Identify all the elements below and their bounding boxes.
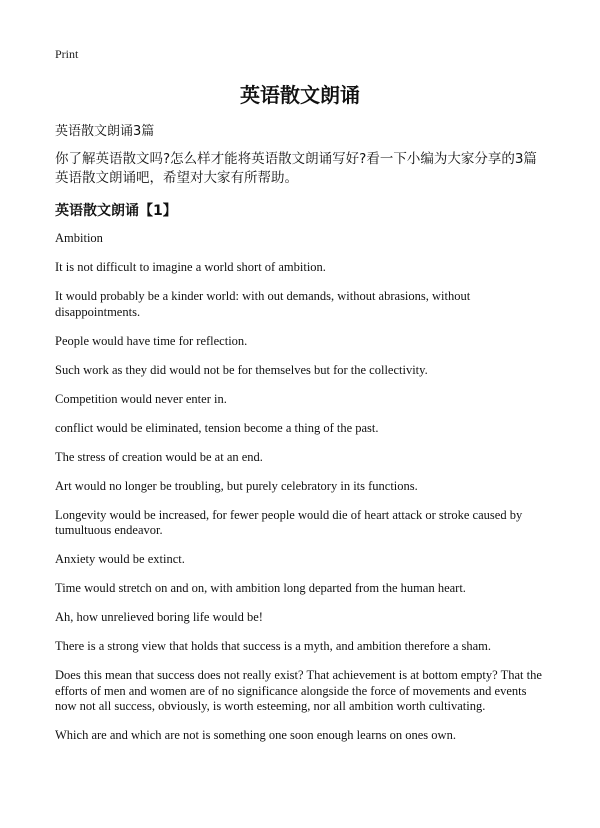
essay-body [55,231,545,757]
essay-paragraph: Longevity would be increased, for fewer people would die of heart attack or stroke caused by tumultuous endeavor. [55,507,523,537]
essay-paragraph: Time would stretch on and on, with ambition long departed from the human heart. [55,581,466,595]
essay-paragraph: The stress of creation would be at an end. [55,449,263,464]
essay-paragraph: Ah, how unrelieved boring life would be! [55,610,263,624]
intro-paragraph: 你了解英语散文吗?怎么样才能将英语散文朗诵写好?看一下小编为大家分享的3篇英语散文朗诵吧，希望对大家有所帮助。 [55,151,537,186]
essay-paragraph: Such work as they did would not be for themselves but for the collectivity. [55,362,428,377]
essay-paragraph: Art would no longer be troubling, but purely celebratory in its functions. [55,478,418,493]
essay-paragraph: There is a strong view that holds that success is a myth, and ambition therefore a sham. [55,639,491,653]
section-heading: 英语散文朗诵【1】 [55,203,177,219]
page-title: 英语散文朗诵 [240,83,360,107]
essay-paragraph: People would have time for reflection. [55,333,248,348]
essay-paragraph: It would probably be a kinder world: with out demands, without abrasions, without disappointments. [55,289,471,319]
essay-paragraph: Competition would never enter in. [55,391,227,406]
essay-paragraph: Anxiety would be extinct. [55,552,185,566]
print-link[interactable]: Print [55,47,79,61]
essay-paragraph: Ambition [55,231,103,245]
essay-paragraph: conflict would be eliminated, tension become a thing of the past. [55,420,379,435]
document-subtitle: 英语散文朗诵3篇 [55,124,155,139]
essay-paragraph: Does this mean that success does not really exist? That achievement is at bottom empty? That the efforts of men and women are of no significance alongside the force of movements and events now not all success, obviously, is worth esteeming, nor all ambition worth cultivating. [55,668,542,713]
essay-paragraph: Which are and which are not is something one soon enough learns on ones own. [55,728,456,742]
essay-paragraph: It is not difficult to imagine a world short of ambition. [55,260,326,274]
